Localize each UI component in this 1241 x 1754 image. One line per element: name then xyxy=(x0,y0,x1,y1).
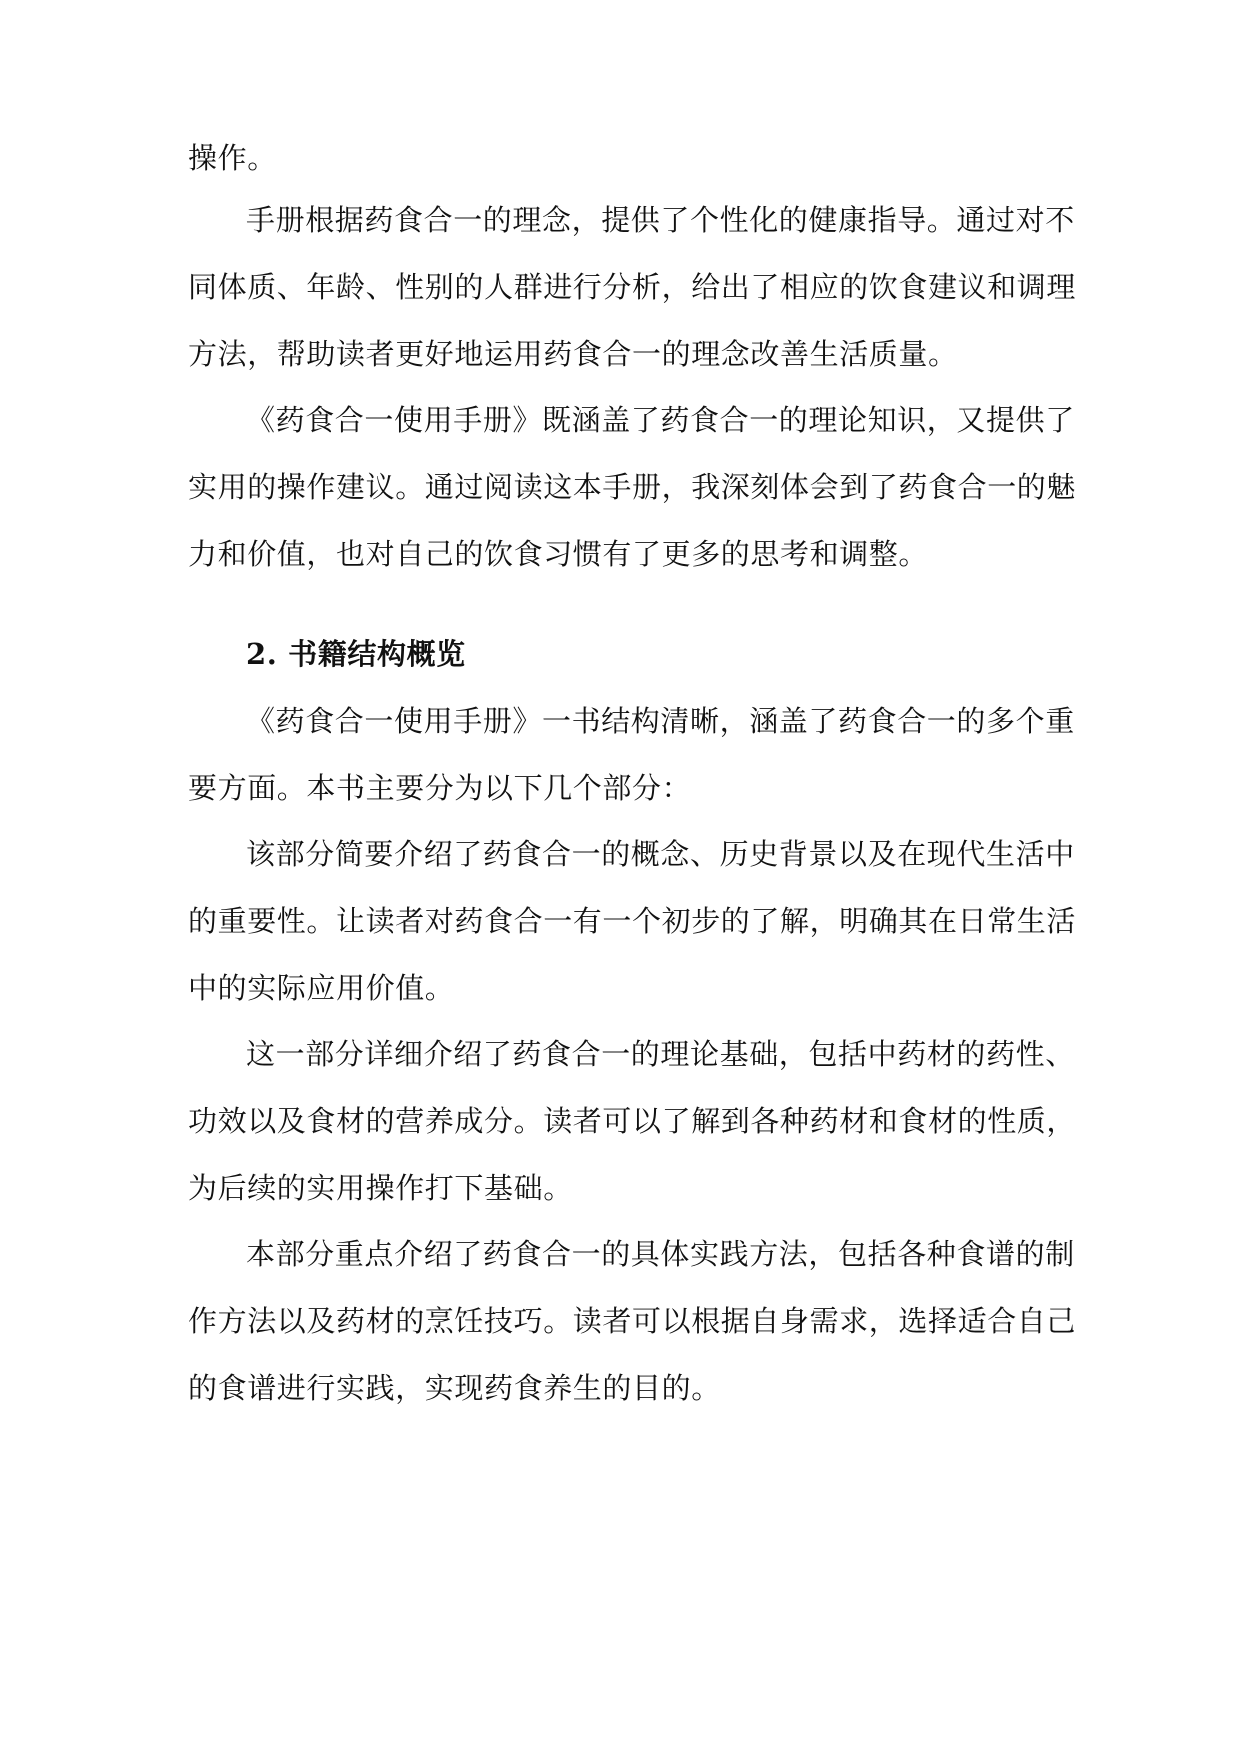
paragraph-line: 为后续的实用操作打下基础。 xyxy=(188,1171,573,1205)
paragraph-line: 中的实际应用价值。 xyxy=(188,971,455,1005)
paragraph-line: 功效以及食材的营养成分。读者可以了解到各种药材和食材的性质， xyxy=(188,1104,1077,1138)
paragraph-line: 这一部分详细介绍了药食合一的理论基础，包括中药材的药性、 xyxy=(246,1037,1075,1071)
paragraph-line: 的重要性。让读者对药食合一有一个初步的了解，明确其在日常生活 xyxy=(188,904,1077,938)
paragraph-line: 该部分简要介绍了药食合一的概念、历史背景以及在现代生活中 xyxy=(246,837,1075,871)
paragraph-line: 手册根据药食合一的理念，提供了个性化的健康指导。通过对不 xyxy=(246,203,1075,237)
paragraph-line: 力和价值，也对自己的饮食习惯有了更多的思考和调整。 xyxy=(188,537,929,571)
paragraph-line: 的食谱进行实践，实现药食养生的目的。 xyxy=(188,1371,721,1405)
paragraph-line: 同体质、年龄、性别的人群进行分析，给出了相应的饮食建议和调理 xyxy=(188,270,1077,304)
paragraph-line: 实用的操作建议。通过阅读这本手册，我深刻体会到了药食合一的魅 xyxy=(188,470,1077,504)
section-heading: 2. 书籍结构概览 xyxy=(246,637,466,671)
paragraph-line: 操作。 xyxy=(188,141,277,175)
paragraph-line: 《药食合一使用手册》一书结构清晰，涵盖了药食合一的多个重 xyxy=(246,704,1075,738)
paragraph-line: 要方面。本书主要分为以下几个部分： xyxy=(188,771,692,805)
paragraph-line: 本部分重点介绍了药食合一的具体实践方法，包括各种食谱的制 xyxy=(246,1237,1075,1271)
paragraph-line: 《药食合一使用手册》既涵盖了药食合一的理论知识，又提供了 xyxy=(246,403,1075,437)
paragraph-line: 方法，帮助读者更好地运用药食合一的理念改善生活质量。 xyxy=(188,337,958,371)
paragraph-line: 作方法以及药材的烹饪技巧。读者可以根据自身需求，选择适合自己 xyxy=(188,1304,1077,1338)
